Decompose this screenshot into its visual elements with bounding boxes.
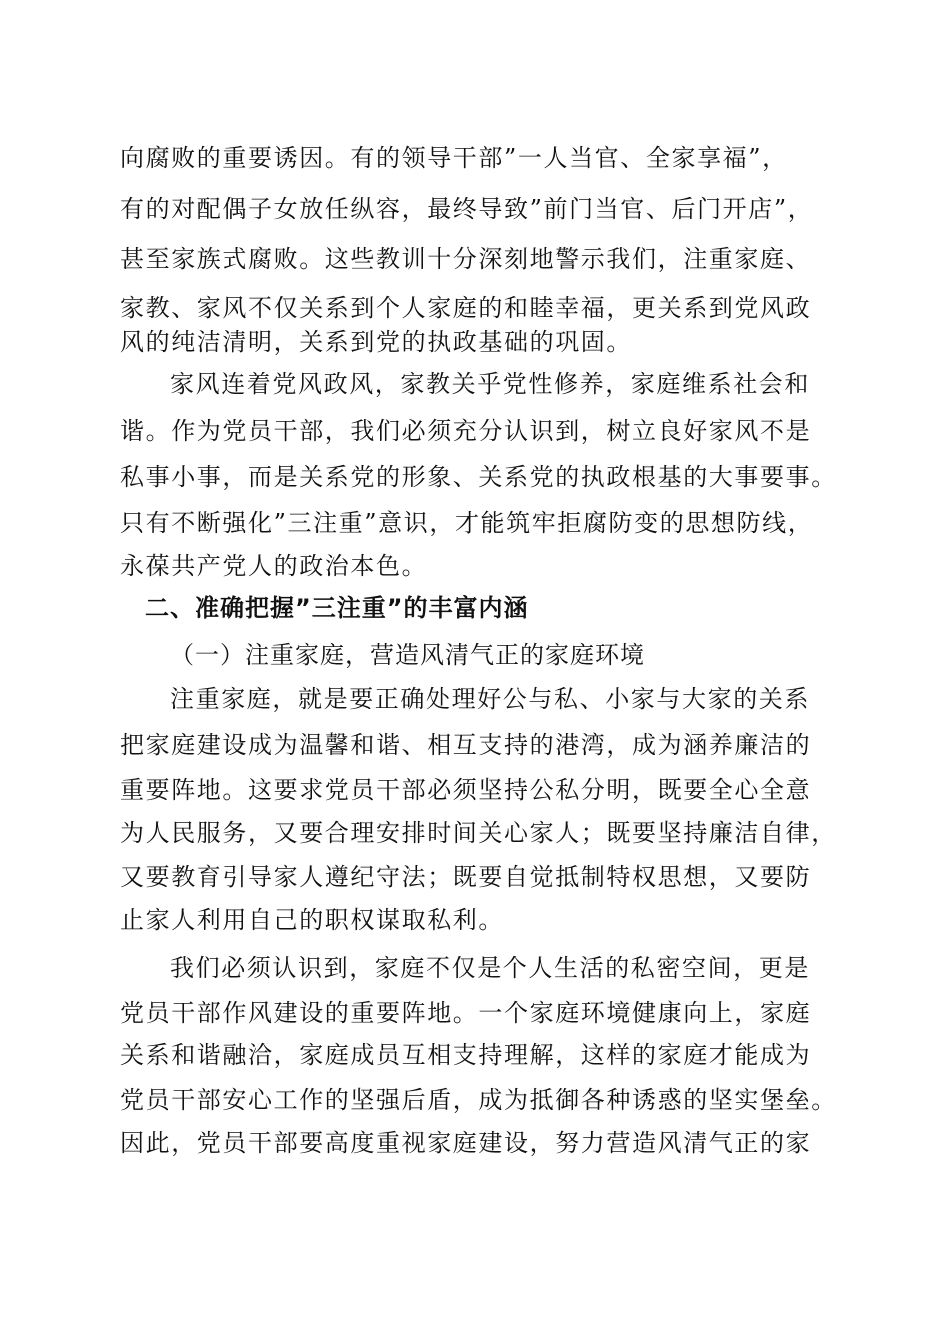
paragraph-1-line-2: 有的对配偶子女放任纵容，最终导致”前门当官、后门开店”， (120, 195, 814, 223)
section-heading: 二、准确把握”三注重”的丰富内涵 (145, 594, 529, 622)
paragraph-1-line-3: 甚至家族式腐败。这些教训十分深刻地警示我们，注重家庭、 (120, 245, 812, 273)
paragraph-2-line-1: 家风连着党风政风，家教关乎党性修养，家庭维系社会和 (170, 370, 810, 398)
paragraph-1-line-1: 向腐败的重要诱因。有的领导干部”一人当官、全家享福”， (120, 144, 788, 172)
paragraph-2-line-5: 永葆共产党人的政治本色。 (120, 552, 428, 580)
paragraph-2-line-2: 谐。作为党员干部，我们必须充分认识到，树立良好家风不是 (120, 417, 812, 445)
paragraph-4-line-4: 党员干部安心工作的坚强后盾，成为抵御各种诱惑的坚实堡垒。 (120, 1086, 837, 1114)
paragraph-3-line-3: 重要阵地。这要求党员干部必须坚持公私分明，既要全心全意 (120, 776, 812, 804)
paragraph-4-line-1: 我们必须认识到，家庭不仅是个人生活的私密空间，更是 (170, 954, 810, 982)
subsection-heading: （一）注重家庭，营造风清气正的家庭环境 (170, 641, 645, 669)
paragraph-2-line-3: 私事小事，而是关系党的形象、关系党的执政根基的大事要事。 (120, 463, 837, 491)
paragraph-3-line-6: 止家人利用自己的职权谋取私利。 (120, 906, 504, 934)
paragraph-1-line-5: 风的纯洁清明，关系到党的执政基础的巩固。 (120, 328, 632, 356)
paragraph-3-line-4: 为人民服务，又要合理安排时间关心家人；既要坚持廉洁自律， (120, 819, 837, 847)
paragraph-2-line-4: 只有不断强化”三注重”意识，才能筑牢拒腐防变的思想防线， (120, 509, 814, 537)
paragraph-1-line-4: 家教、家风不仅关系到个人家庭的和睦幸福，更关系到党风政 (120, 294, 812, 322)
paragraph-3-line-2: 把家庭建设成为温馨和谐、相互支持的港湾，成为涵养廉洁的 (120, 731, 812, 759)
paragraph-3-line-5: 又要教育引导家人遵纪守法；既要自觉抵制特权思想，又要防 (120, 863, 812, 891)
paragraph-3-line-1: 注重家庭，就是要正确处理好公与私、小家与大家的关系 (170, 685, 810, 713)
paragraph-4-line-2: 党员干部作风建设的重要阵地。一个家庭环境健康向上，家庭 (120, 999, 812, 1027)
paragraph-4-line-3: 关系和谐融洽，家庭成员互相支持理解，这样的家庭才能成为 (120, 1041, 812, 1069)
paragraph-4-line-5: 因此，党员干部要高度重视家庭建设，努力营造风清气正的家 (120, 1129, 812, 1157)
